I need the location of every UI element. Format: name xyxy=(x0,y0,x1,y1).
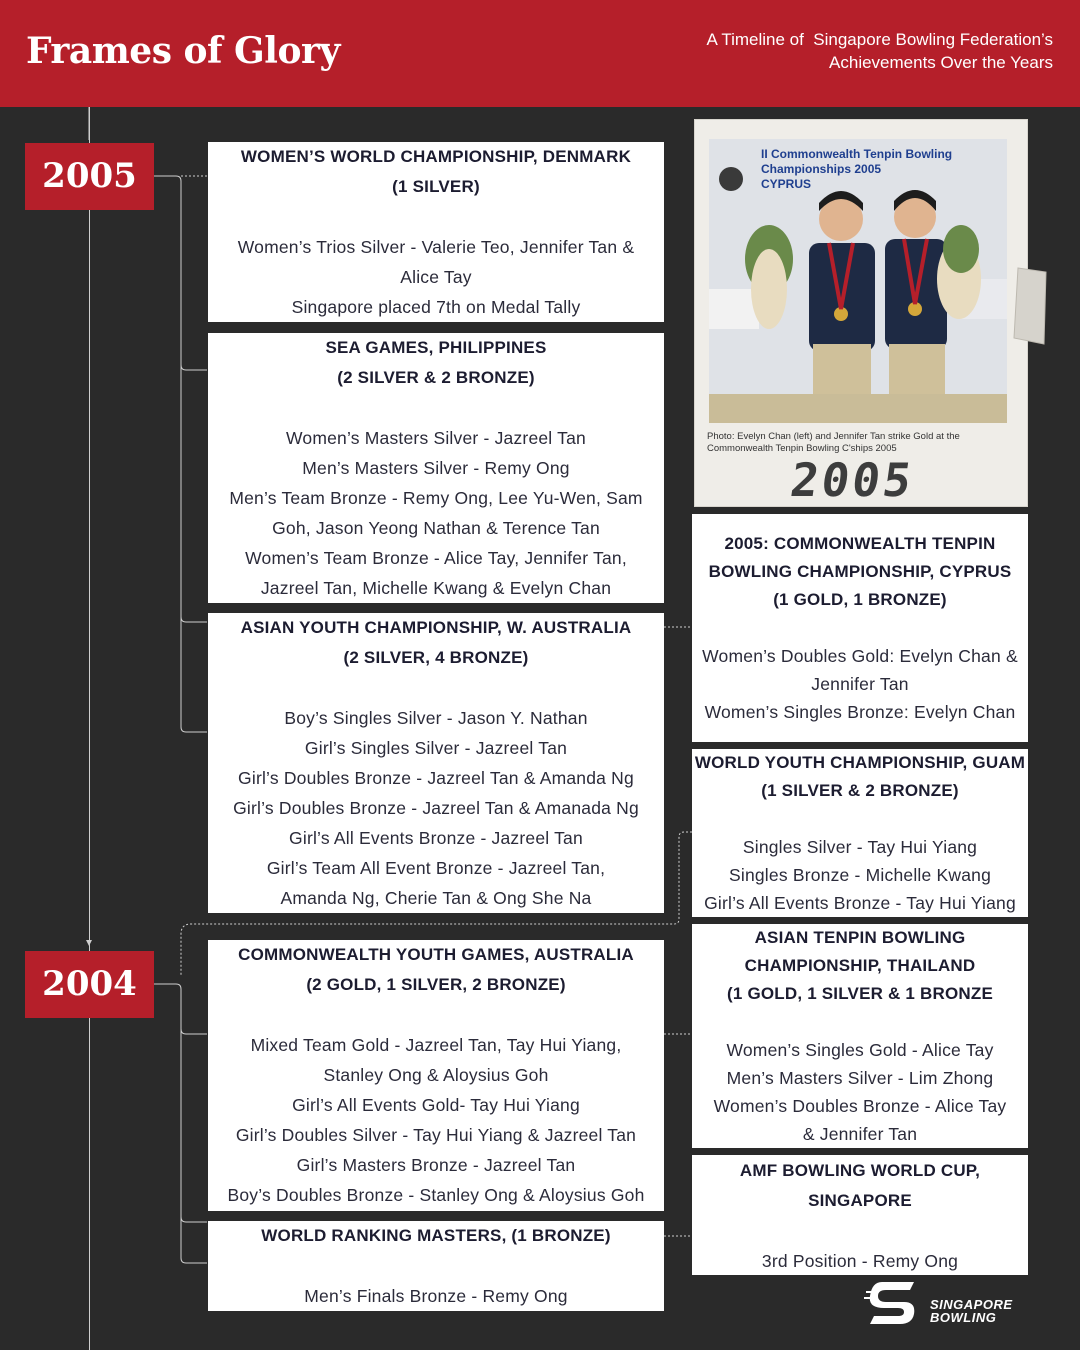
card-line: & Jennifer Tan xyxy=(802,1124,918,1144)
card-line: Women’s Singles Bronze: Evelyn Chan xyxy=(704,702,1016,722)
singapore-bowling-logo xyxy=(864,1278,1034,1330)
page-title: Frames of Glory xyxy=(26,30,340,72)
card-line: Men’s Masters Silver - Lim Zhong xyxy=(726,1068,994,1088)
card-line: Girl’s All Events Bronze - Jazreel Tan xyxy=(289,828,583,848)
card-line: Goh, Jason Yeong Nathan & Terence Tan xyxy=(272,518,600,538)
card-line: Jazreel Tan, Michelle Kwang & Evelyn Chan xyxy=(260,578,612,598)
card-line: Women’s Doubles Bronze - Alice Tay xyxy=(713,1096,1007,1116)
logo-line: SINGAPORE xyxy=(930,1297,1013,1312)
card-line: Girl’s Singles Silver - Jazreel Tan xyxy=(304,738,568,758)
card-line: Singapore placed 7th on Medal Tally xyxy=(291,297,581,317)
logo-wordmark xyxy=(930,1298,1013,1324)
timeline-spine xyxy=(89,107,90,1350)
card-asian-tenpin-thailand xyxy=(692,924,1028,1148)
card-title: WORLD YOUTH CHAMPIONSHIP, GUAM xyxy=(694,753,1026,772)
card-title: (1 GOLD, 1 SILVER & 1 BRONZE xyxy=(727,984,993,1003)
card-line: Girl’s Doubles Bronze - Jazreel Tan & Amanda Ng xyxy=(238,768,634,788)
year-badge-2005: 2005 xyxy=(25,143,154,210)
card-line: Girl’s Team All Event Bronze - Jazreel Tan, xyxy=(266,858,606,878)
bowling-logo-icon xyxy=(864,1278,926,1330)
card-title: (1 SILVER & 2 BRONZE) xyxy=(761,781,959,800)
card-line: Boy’s Singles Silver - Jason Y. Nathan xyxy=(284,708,588,728)
card-title: CHAMPIONSHIP, THAILAND xyxy=(744,956,976,975)
card-line: Girl’s Doubles Silver - Tay Hui Yiang & Jazreel Tan xyxy=(235,1125,637,1145)
card-line: Girl’s All Events Bronze - Tay Hui Yiang xyxy=(704,893,1016,913)
handwritten-year: 2005 xyxy=(787,453,918,507)
year-badge-2004: 2004 xyxy=(25,951,154,1018)
card-title: ASIAN YOUTH CHAMPIONSHIP, W. AUSTRALIA xyxy=(240,618,632,637)
page-subtitle xyxy=(633,28,1053,74)
card-sea-games-philippines xyxy=(208,333,664,603)
connector-2004-cyg xyxy=(154,984,207,1034)
card-line: Jennifer Tan xyxy=(811,674,909,694)
connector-2004-wrm-lower xyxy=(181,1217,207,1263)
card-asian-youth-championship xyxy=(208,613,664,913)
card-title: 2005: COMMONWEALTH TENPIN xyxy=(724,534,996,553)
card-line: Girl’s Doubles Bronze - Jazreel Tan & Amanada Ng xyxy=(233,798,639,818)
card-womens-world-championship-denmark xyxy=(208,142,664,322)
logo-line: BOWLING xyxy=(930,1310,997,1325)
card-title: AMF BOWLING WORLD CUP, xyxy=(739,1161,981,1180)
card-title: WOMEN’S WORLD CHAMPIONSHIP, DENMARK xyxy=(240,147,632,166)
card-line: Men’s Finals Bronze - Remy Ong xyxy=(304,1286,568,1306)
photo-banner-line: Championships 2005 xyxy=(761,162,882,176)
card-title: (1 GOLD, 1 BRONZE) xyxy=(773,590,947,609)
card-line: Women’s Singles Gold - Alice Tay xyxy=(726,1040,994,1060)
card-line: Girl’s All Events Gold- Tay Hui Yiang xyxy=(292,1095,580,1115)
card-title: COMMONWEALTH YOUTH GAMES, AUSTRALIA xyxy=(238,945,634,964)
connector-2005-sea xyxy=(154,176,207,370)
card-line: Girl’s Masters Bronze - Jazreel Tan xyxy=(296,1155,576,1175)
connector-2005-asian xyxy=(181,365,207,622)
card-title: SEA GAMES, PHILIPPINES xyxy=(325,338,547,357)
card-title: (1 SILVER) xyxy=(392,177,480,196)
card-line: Men’s Team Bronze - Remy Ong, Lee Yu-Wen, Sam xyxy=(229,488,643,508)
card-line: Women’s Team Bronze - Alice Tay, Jennifer Tan, xyxy=(245,548,627,568)
card-title: BOWLING CHAMPIONSHIP, CYPRUS xyxy=(708,562,1012,581)
card-title: (2 GOLD, 1 SILVER, 2 BRONZE) xyxy=(306,975,566,994)
photo-polaroid xyxy=(694,119,1028,507)
caption-line: Commonwealth Tenpin Bowling C'ships 2005 xyxy=(707,443,897,454)
card-line: Stanley Ong & Aloysius Goh xyxy=(323,1065,549,1085)
card-commonwealth-youth-games xyxy=(208,940,664,1211)
card-line: Singles Silver - Tay Hui Yiang xyxy=(742,837,978,857)
card-line: Women’s Doubles Gold: Evelyn Chan & xyxy=(702,646,1018,666)
card-title: WORLD RANKING MASTERS, (1 BRONZE) xyxy=(261,1226,611,1245)
caption-line: Photo: Evelyn Chan (left) and Jennifer Tan strike Gold at the xyxy=(707,431,960,442)
connector-2004-wrm xyxy=(181,1029,207,1222)
connector-2005-asian-lower xyxy=(181,617,207,732)
subtitle-line: Achievements Over the Years xyxy=(829,53,1053,72)
card-title: ASIAN TENPIN BOWLING xyxy=(754,928,966,947)
card-line: Men’s Masters Silver - Remy Ong xyxy=(302,458,570,478)
team-photo xyxy=(709,139,1007,423)
subtitle-line: A Timeline of Singapore Bowling Federation’s xyxy=(706,30,1053,49)
card-line: Mixed Team Gold - Jazreel Tan, Tay Hui Yiang, xyxy=(250,1035,622,1055)
card-line: Alice Tay xyxy=(400,267,472,287)
photo-banner-line: II Commonwealth Tenpin Bowling xyxy=(761,147,953,161)
photo-banner-line: CYPRUS xyxy=(761,177,812,191)
card-line: Women’s Masters Silver - Jazreel Tan xyxy=(286,428,586,448)
card-world-youth-championship-guam xyxy=(692,749,1028,917)
photo-banner xyxy=(761,147,1001,192)
card-line: Boy’s Doubles Bronze - Stanley Ong & Aloysius Goh xyxy=(227,1185,645,1205)
card-line: Amanda Ng, Cherie Tan & Ong She Na xyxy=(280,888,592,908)
header-banner xyxy=(0,0,1080,107)
photo-caption xyxy=(707,431,1007,455)
card-amf-bowling-world-cup xyxy=(692,1155,1028,1275)
tape-icon xyxy=(1012,266,1052,346)
card-line: Singles Bronze - Michelle Kwang xyxy=(728,865,992,885)
card-commonwealth-tenpin-cyprus xyxy=(692,514,1028,742)
card-line: 3rd Position - Remy Ong xyxy=(761,1251,959,1271)
card-line: Women’s Trios Silver - Valerie Teo, Jennifer Tan & xyxy=(237,237,635,257)
card-title: (2 SILVER, 4 BRONZE) xyxy=(343,648,529,667)
card-title: (2 SILVER & 2 BRONZE) xyxy=(337,368,535,387)
card-title: SINGAPORE xyxy=(808,1191,912,1210)
card-world-ranking-masters xyxy=(208,1221,664,1311)
